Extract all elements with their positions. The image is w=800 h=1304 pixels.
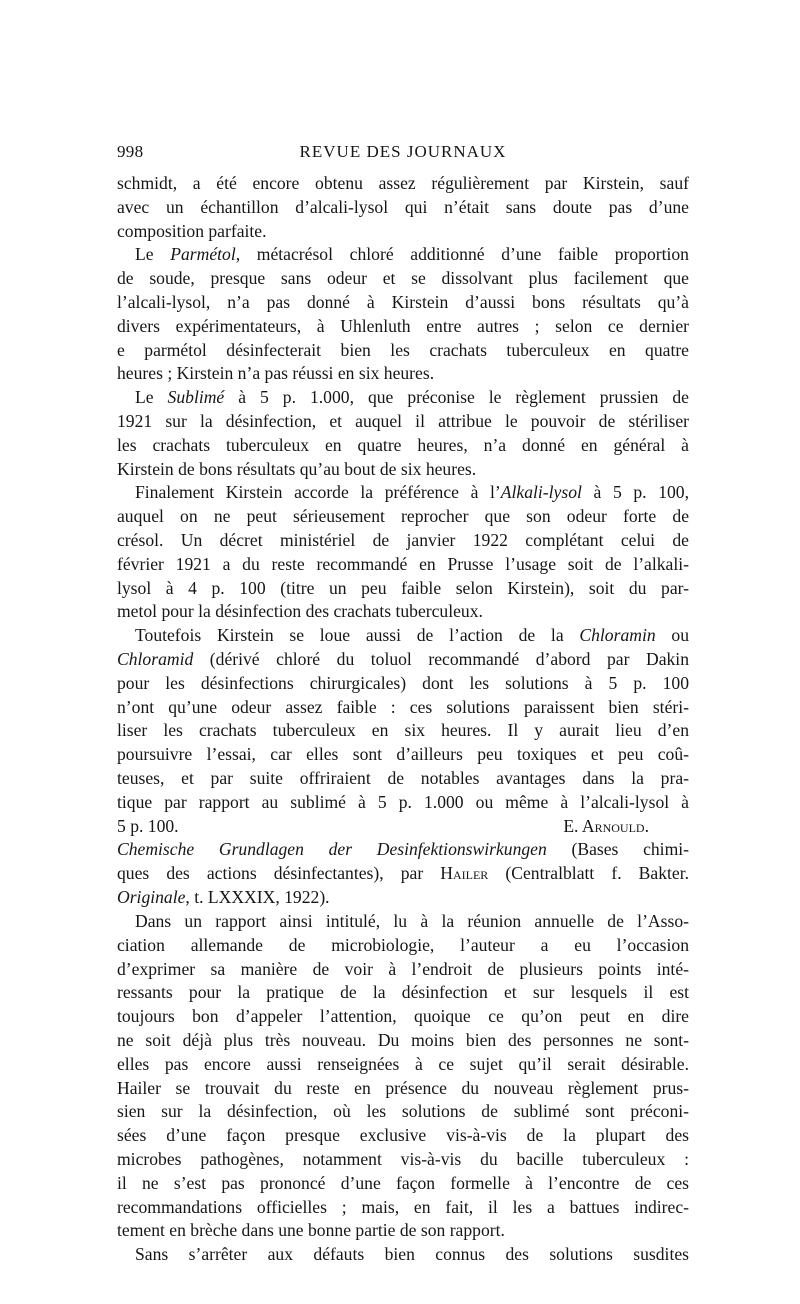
text-line: ne soit déjà plus très nouveau. Du moins bien des personnes ne sont- — [117, 1029, 689, 1050]
journal-title: REVUE DES JOURNAUX — [299, 142, 507, 161]
text-line: d’exprimer sa manière de voir à l’endroit de plusieurs points inté- — [117, 958, 689, 979]
text-line: Hailer se trouvait du reste en présence du nouveau règlement prus- — [117, 1077, 689, 1098]
text-line: recommandations officielles ; mais, en fait, il les a battues indirec- — [117, 1196, 689, 1217]
text-line: liser les crachats tuberculeux en six heures. Il y aurait lieu d’en — [117, 720, 689, 741]
text-line: teuses, et par suite offriraient de notables avantages dans la pra- — [117, 767, 689, 788]
text-line: n’ont qu’une odeur assez faible : ces solutions paraissent bien stéri- — [117, 696, 689, 717]
text-line: tement en brèche dans une bonne partie de son rapport. — [117, 1220, 505, 1241]
article-hailer-body — [117, 910, 689, 1267]
text-line: Finalement Kirstein accorde la préférence à l’Alkali-lysol à 5 p. 100, — [135, 482, 689, 503]
text-line: sien sur la désinfection, où les solutions de sublimé sont préconi- — [117, 1101, 689, 1122]
article-title-line: Originale, t. LXXXIX, 1922). — [117, 886, 330, 907]
running-head — [117, 142, 689, 166]
text-line: ciation allemande de microbiologie, l’auteur a eu l’occasion — [117, 934, 689, 955]
text-line: 1921 sur la désinfection, et auquel il attribue le pouvoir de stériliser — [117, 410, 689, 431]
text-line: Chloramid (dérivé chloré du toluol recommandé d’abord par Dakin — [117, 648, 689, 669]
text-line: lysol à 4 p. 100 (titre un peu faible selon Kirstein), soit du par- — [117, 577, 689, 598]
text-line: toujours bon d’appeler l’attention, quoique ce qu’on peut en dire — [117, 1006, 689, 1027]
page-number: 998 — [117, 142, 144, 161]
text-line: e parmétol désinfecterait bien les crachats tuberculeux en quatre — [117, 339, 689, 360]
text-line: poursuivre l’essai, car elles sont d’ailleurs peu toxiques et peu coû- — [117, 744, 689, 765]
text-line: schmidt, a été encore obtenu assez régulièrement par Kirstein, sauf — [117, 173, 689, 193]
text-line: les crachats tuberculeux en quatre heures, n’a donné en général à — [117, 434, 689, 455]
text-line: microbes pathogènes, notamment vis-à-vis du bacille tuberculeux : — [117, 1148, 689, 1169]
text-line: Dans un rapport ainsi intitulé, lu à la réunion annuelle de l’Asso- — [135, 911, 689, 931]
text-line: composition parfaite. — [117, 220, 267, 241]
closing-line — [117, 815, 689, 839]
text-line: Kirstein de bons résultats qu’au bout de six heures. — [117, 458, 477, 479]
text-line: Le Parmétol, métacrésol chloré additionné d’une faible proportion — [135, 244, 689, 265]
text-line: elles pas encore aussi renseignées à ce sujet qu’il serait désirable. — [117, 1053, 689, 1074]
text-line: ressants pour la pratique de la désinfection et sur lesquels il est — [117, 982, 689, 1003]
text-line: metol pour la désinfection des crachats tuberculeux. — [117, 601, 483, 622]
text-line: Le Sublimé à 5 p. 1.000, que préconise le règlement prussien de — [135, 387, 689, 408]
author-signature: E. Arnould. — [563, 815, 649, 836]
text-line: divers expérimentateurs, à Uhlenluth entre autres ; selon ce dernier — [117, 315, 689, 336]
text-line: il ne s’est pas prononcé d’une façon formelle à l’encontre de ces — [117, 1172, 689, 1193]
text-line: 5 p. 100. — [117, 815, 179, 836]
text-line: auquel on ne peut sérieusement reprocher que son odeur forte de — [117, 506, 689, 527]
text-line: avec un échantillon d’alcali-lysol qui n’était sans doute pas d’une — [117, 196, 689, 217]
text-line: heures ; Kirstein n’a pas réussi en six heures. — [117, 363, 435, 384]
text-line: Sans s’arrêter aux défauts bien connus des solutions susdites — [135, 1244, 689, 1265]
text-line: l’alcali-lysol, n’a pas donné à Kirstein d’aussi bons résultats qu’à — [117, 291, 689, 312]
article-arnould-body — [117, 172, 689, 838]
text-line: février 1921 a du reste recommandé en Prusse l’usage soit de l’alkali- — [117, 553, 689, 574]
text-line: pour les désinfections chirurgicales) dont les solutions à 5 p. 100 — [117, 672, 689, 693]
text-line: Toutefois Kirstein se loue aussi de l’action de la Chloramin ou — [135, 625, 689, 646]
text-line: sées d’une façon presque exclusive vis-à-vis de la plupart des — [117, 1125, 689, 1146]
text-line: de soude, presque sans odeur et se dissolvant plus facilement que — [117, 268, 689, 289]
article-title-line: Chemische Grundlagen der Desinfektionswirkungen (Bases chimi- — [117, 839, 689, 859]
article-hailer-title — [117, 838, 689, 909]
text-line: tique par rapport au sublimé à 5 p. 1.000 ou même à l’alcali-lysol à — [117, 791, 689, 812]
article-title-line: ques des actions désinfectantes), par Hailer (Centralblatt f. Bakter. — [117, 862, 689, 883]
text-line: crésol. Un décret ministériel de janvier 1922 complétant celui de — [117, 529, 689, 550]
